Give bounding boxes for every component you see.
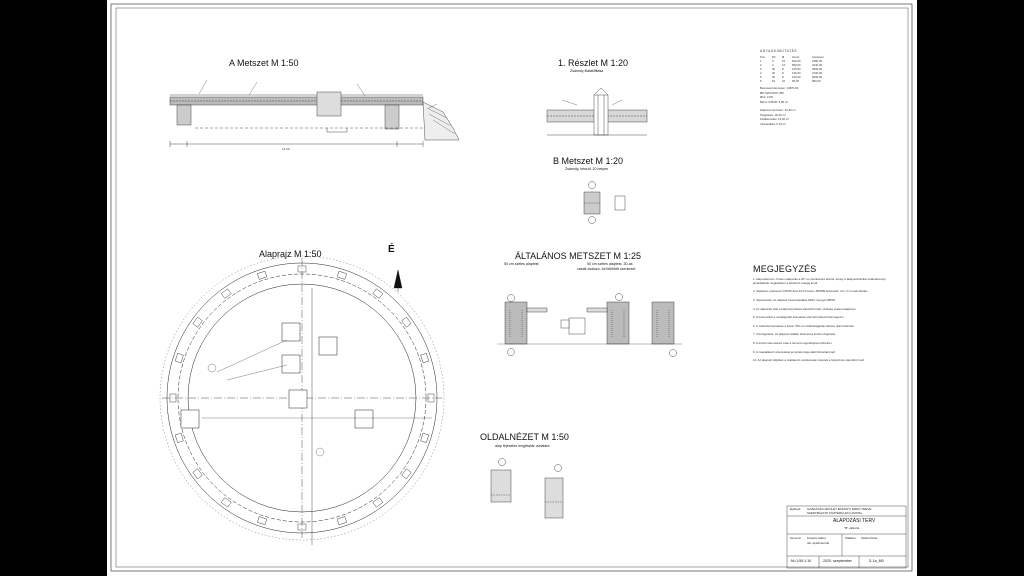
table-cell: 8: [782, 75, 784, 80]
detail-1-subtitle: Zsámoly illatakffitása: [570, 69, 604, 73]
notes-heading: MEGJEGYZÉS: [753, 264, 817, 274]
table-summary-line: Szigetelés: 18,40 m²: [760, 112, 786, 117]
ring-pier: [421, 433, 429, 442]
tb-date: 2020. szeptember: [823, 559, 852, 563]
material-table-totals: [760, 86, 870, 104]
note-item: 1. Alapozási terv: A beton alapozás a 20°-os szerkezetre készül, amely a talajmechanikai szakvélemény javaslatának megfelelően a teherbíró rétegig kerül: [753, 277, 886, 285]
b-section-subtitle: Zsámoly, készül: 20 helyen: [565, 167, 609, 171]
tb-drawing-title: ALAPOZÁSI TERV: [833, 518, 876, 524]
north-label: É: [388, 244, 395, 255]
table-cell: 20: [772, 67, 776, 72]
note-item: 4. Az alapozás előtt a talaj tömörítését ellenőrizni kell, szükség esetén talajcsere: [753, 306, 856, 311]
table-cell: 620,00: [792, 59, 801, 64]
tb-designer: Kovács Gábor: [807, 536, 827, 540]
note-item: 6. A zsaluzás kiemelése a beton 70%-os szilárdságának elérése után történhet: [753, 323, 854, 328]
table-cell: 2: [760, 63, 762, 68]
detail-1-drawing: [547, 88, 647, 135]
table-cell: 12: [782, 63, 786, 68]
table-cell: 145,00: [792, 67, 801, 72]
table-cell: 30: [772, 75, 776, 80]
side-view-subtitle: alap fejezetés lengősztár vonalára: [495, 444, 550, 448]
tb-sheet-number: S-1a_M0: [869, 559, 884, 563]
material-table: [760, 50, 870, 126]
side-view-drawing: [491, 459, 563, 519]
table-cell: 2900,00: [812, 67, 823, 72]
ring-pier: [175, 353, 183, 362]
table-summary-line: Ø12: 4720: [760, 95, 774, 100]
table-summary-line: Földkiemelés: 12,30 m³: [760, 117, 790, 122]
table-header-cell: Poz.: [760, 55, 766, 60]
ring-pier: [221, 289, 231, 299]
general-section-label-right-1: 50 cm széles alaptest, 30-as: [587, 262, 633, 266]
table-cell: 4: [760, 71, 762, 76]
note-item: 2. Vasbeton szerkezet C25/30-XC2-16-F2 beton, B500B betonacél, min. 3 cm betonfedés: [753, 289, 868, 294]
notes-list: [753, 278, 901, 368]
ring-pier: [175, 433, 183, 442]
tb-checker-label: Statikus:: [845, 536, 857, 540]
tb-drawing-subtitle: "B" változat: [844, 526, 860, 530]
table-cell: 12: [782, 59, 786, 64]
table-cell: 2240,00: [812, 63, 823, 68]
table-cell: 3600,00: [812, 75, 823, 80]
b-section-drawing: [584, 182, 625, 224]
detail-1-title: 1. Részlet M 1:20: [558, 58, 629, 68]
material-table-extra: [760, 108, 870, 126]
table-cell: 6: [760, 79, 762, 84]
table-cell: 120,00: [792, 75, 801, 80]
tb-owner-2: SZENTBÁLINTI KÖZTERÜLETI HIVATAL: [807, 511, 863, 515]
note-item: 8. A tervtől való eltérés csak a tervező engedélyével történhet: [753, 341, 832, 345]
material-table-body: [760, 59, 870, 83]
table-summary-line: Betonacél összesen: 14870,00: [760, 86, 799, 91]
tb-checker: Szabó Péter: [861, 536, 878, 540]
ring-pier: [402, 317, 412, 327]
floor-plan-drawing: [160, 256, 444, 545]
general-section-drawing: [497, 294, 682, 357]
svg-text:13,30: 13,30: [282, 147, 290, 151]
table-cell: 4: [772, 59, 774, 64]
table-cell: 1: [760, 59, 762, 64]
table-cell: 8: [782, 67, 784, 72]
table-cell: 2480,00: [812, 59, 823, 64]
table-cell: 10: [772, 79, 776, 84]
table-row: [760, 79, 870, 83]
table-header-cell: összesen: [812, 55, 824, 60]
table-cell: 10: [782, 79, 786, 84]
ring-pier: [193, 317, 203, 327]
side-view-title: OLDALNÉZET M 1:50: [480, 432, 569, 442]
table-cell: 3: [760, 67, 762, 72]
table-cell: 8: [782, 71, 784, 76]
table-cell: 4: [772, 63, 774, 68]
ring-pier: [337, 271, 346, 279]
floor-plan-title: Alaprajz M 1:50: [259, 249, 322, 259]
note-item: 10. Az alaprajz síkjában a csatlakozó szerkezetek méreteit a helyszínen ellenőrizni kell: [753, 358, 864, 363]
table-cell: 950,00: [812, 79, 821, 84]
table-header-cell: Ø: [782, 55, 785, 60]
table-cell: 2700,00: [812, 71, 823, 76]
table-cell: 95,00: [792, 79, 799, 84]
general-section-title: ÁLTALÁNOS METSZET M 1:25: [515, 251, 642, 261]
ring-pier: [221, 498, 231, 508]
tb-designer-label: Tervező:: [790, 536, 802, 540]
general-section-label-right-2: vasalt zsaluzó, tul feltöltött szerkezet: [577, 267, 636, 271]
note-item: 9. A csapadékvíz elvezetését az építés ideje alatt biztosítani kell: [753, 349, 835, 354]
table-summary-line: Visszatöltés: 5,10 m³: [760, 121, 786, 126]
ring-pier: [257, 271, 266, 279]
tb-owner-label: Építtető:: [790, 507, 802, 511]
table-header-cell: hossz: [792, 55, 800, 60]
ring-pier: [402, 469, 412, 479]
material-table-heading: ANYAGKIMUTATÁS: [760, 49, 798, 53]
table-cell: 20: [772, 71, 776, 76]
table-cell: 560,00: [792, 63, 801, 68]
note-item: 3. Vasszerelés: az alaptest hosszvasalása 4Ø12, kengyel Ø8/20: [753, 297, 836, 302]
drawing-sheet: [107, 0, 917, 576]
ring-pier: [257, 517, 266, 525]
tb-designer-2: okl. építőmérnök: [807, 541, 830, 545]
tb-owner: GAZDASÁGI ÉPÜLET BAKONYI ERDŐ TERVE: [807, 507, 872, 511]
table-header-cell: Db: [772, 55, 776, 60]
a-section-title: A Metszet M 1:50: [229, 58, 299, 68]
table-summary-line: Beton C25/30: 6,85 m³: [760, 99, 789, 104]
ring-pier: [193, 469, 203, 479]
ring-pier: [373, 498, 383, 508]
ring-pier: [373, 289, 383, 299]
note-item: 5. A betonozást a munkagödör kiemelése után közvetlenül kell végezni: [753, 315, 844, 320]
a-section-drawing: [170, 80, 459, 147]
table-cell: 135,00: [792, 71, 801, 76]
general-section-label-left: 50 cm széles alaptest: [504, 262, 539, 266]
ring-pier: [337, 517, 346, 525]
table-summary-line: Zsaluzat összesen: 42,60 m²: [760, 107, 796, 112]
b-section-title: B Metszet M 1:20: [553, 156, 624, 166]
tb-scale: M=1:50;1:10: [791, 559, 812, 563]
north-arrow-icon: [394, 270, 402, 292]
ring-pier: [421, 353, 429, 362]
table-cell: 5: [760, 75, 762, 80]
table-summary-line: Ø8: 9200 Ø10: 950: [760, 90, 784, 95]
note-item: 7. Vízszigetelés: az alaptest oldalán bitumenes kenés szigetelés: [753, 332, 836, 337]
